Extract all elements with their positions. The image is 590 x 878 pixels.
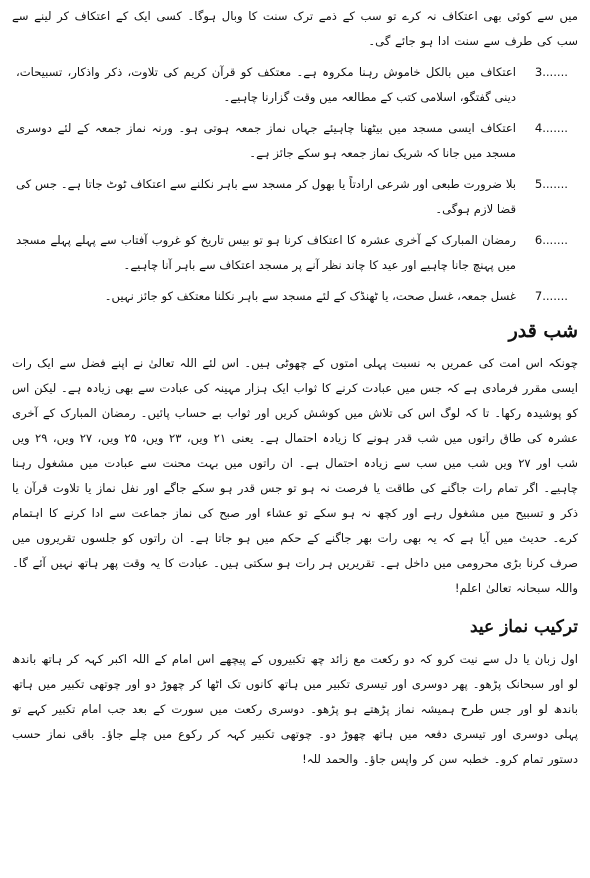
shab-e-qadr-heading: شب قدر (508, 320, 578, 342)
intro-paragraph: میں سے کوئی بھی اعتکاف نہ کرے تو سب کے ذمے ترک سنت کا وبال ہوگا۔ کسی ایک کے اعتکاف کر لینے سے سب کی طرف سے سنت ادا ہو جائے گی۔ (12, 9, 578, 48)
eid-prayer-body: اول زبان یا دل سے نیت کرو کہ دو رکعت مع زائد چھ تکبیروں کے پیچھے اس امام کے اللہ اکبر کہہ کر ہاتھ باندھ لو اور سبحانک پڑھو۔ پھر دوسری اور تیسری تکبیر میں ہاتھ کانوں تک اٹھا کر چھوڑ دو اور چوتھی تکبیر میں ہاتھ باندھ لو اور جس طرح ہمیشہ نماز پڑھتے ہو پڑھو۔ دوسری رکعت میں سورت کے بعد جب امام تکبیر کہے تو پہلی دوسری اور تیسری دفعہ میں ہاتھ چھوڑ دو۔ چوتھی تکبیر کہہ کر رکوع میں چلے جاؤ۔ باقی نماز حسب دستور تمام کرو۔ خطبہ سن کر واپس جاؤ۔ والحمد للہ! (12, 652, 578, 766)
rule-item (12, 60, 578, 110)
shab-e-qadr-body: چونکہ اس امت کی عمریں بہ نسبت پہلی امتوں کے چھوٹی ہیں۔ اس لئے اللہ تعالیٰ نے اپنے فضل سے ایک رات ایسی مقرر فرمادی ہے کہ جس میں عبادت کرنے کا ثواب ایک ہزار مہینہ کی عبادت سے بھی زیادہ ہے۔ لیکن اس کو پوشیدہ رکھا۔ تا کہ لوگ اس کی تلاش میں کوشش کریں اور ثواب بے حساب پائیں۔ رمضان المبارک کے آخری عشرہ کی طاق راتوں میں شب قدر ہونے کا زیادہ احتمال ہے۔ یعنی ۲۱ ویں، ۲۳ ویں، ۲۵ ویں، ۲۷ ویں، ۲۹ ویں شب اور ۲۷ ویں شب میں سب سے زیادہ احتمال ہے۔ ان راتوں میں بہت محنت سے عبادت میں مشغول رہنا چاہیے۔ اگر تمام رات جاگنے کی طاقت یا فرصت نہ ہو تو جس قدر ہو سکے جاگے اور نفل نماز یا تلاوت قرآن یا ذکر و تسبیح میں مشغول رہے اور کچھ نہ ہو سکے تو عشاء اور صبح کی نماز جماعت سے ادا کرنے کا اہتمام کرے۔ حدیث میں آیا ہے کہ یہ بھی رات بھر جاگنے کے حکم میں ہو جاتا ہے۔ ان راتوں کو جلسوں تقریروں میں صرف کرنا بڑی محرومی میں داخل ہے۔ تقریریں ہر رات ہو سکتی ہیں۔ عبادت کا یہ وقت پھر ہاتھ نہیں آئے گا۔ واللہ سبحانہ تعالیٰ اعلم! (12, 356, 578, 595)
eid-prayer-heading: ترکیب نماز عید (469, 617, 578, 637)
rule-item (12, 116, 578, 166)
rule-text: غسل جمعہ، غسل صحت، یا ٹھنڈک کے لئے مسجد سے باہر نکلنا معتکف کو جائز نہیں۔ (104, 289, 516, 303)
rule-item (12, 228, 578, 278)
rule-text: بلا ضرورت طبعی اور شرعی ارادتاً یا بھول کر مسجد سے باہر نکلنے سے اعتکاف ٹوٹ جاتا ہے۔ جس کی قضا لازم ہوگی۔ (16, 177, 516, 216)
rule-number: 7....... (534, 289, 568, 303)
rules-list (12, 60, 578, 309)
rule-number: 3....... (534, 65, 568, 79)
rule-number: 5....... (534, 177, 568, 191)
rule-number: 6....... (534, 233, 568, 247)
rule-text: رمضان المبارک کے آخری عشرہ کا اعتکاف کرنا ہو تو بیس تاریخ کو غروب آفتاب سے پہلے پہلے مسجد میں پہنچ جانا چاہیے اور عید کا چاند نظر آنے پر مسجد اعتکاف سے باہر آنا چاہیے۔ (16, 233, 516, 272)
rule-number: 4....... (534, 121, 568, 135)
rule-text: اعتکاف ایسی مسجد میں بیٹھنا چاہیئے جہاں نماز جمعہ ہوتی ہو۔ ورنہ نماز جمعہ کے لئے دوسری مسجد میں جانا کہ شریک نماز جمعہ ہو سکے جائز ہے۔ (16, 121, 516, 160)
rule-text: اعتکاف میں بالکل خاموش رہنا مکروہ ہے۔ معتکف کو قرآن کریم کی تلاوت، ذکر واذکار، تسبیحات، دینی گفتگو، اسلامی کتب کے مطالعہ میں وقت گزارنا چاہیے۔ (16, 65, 516, 104)
rule-item (12, 284, 578, 309)
rule-item (12, 172, 578, 222)
